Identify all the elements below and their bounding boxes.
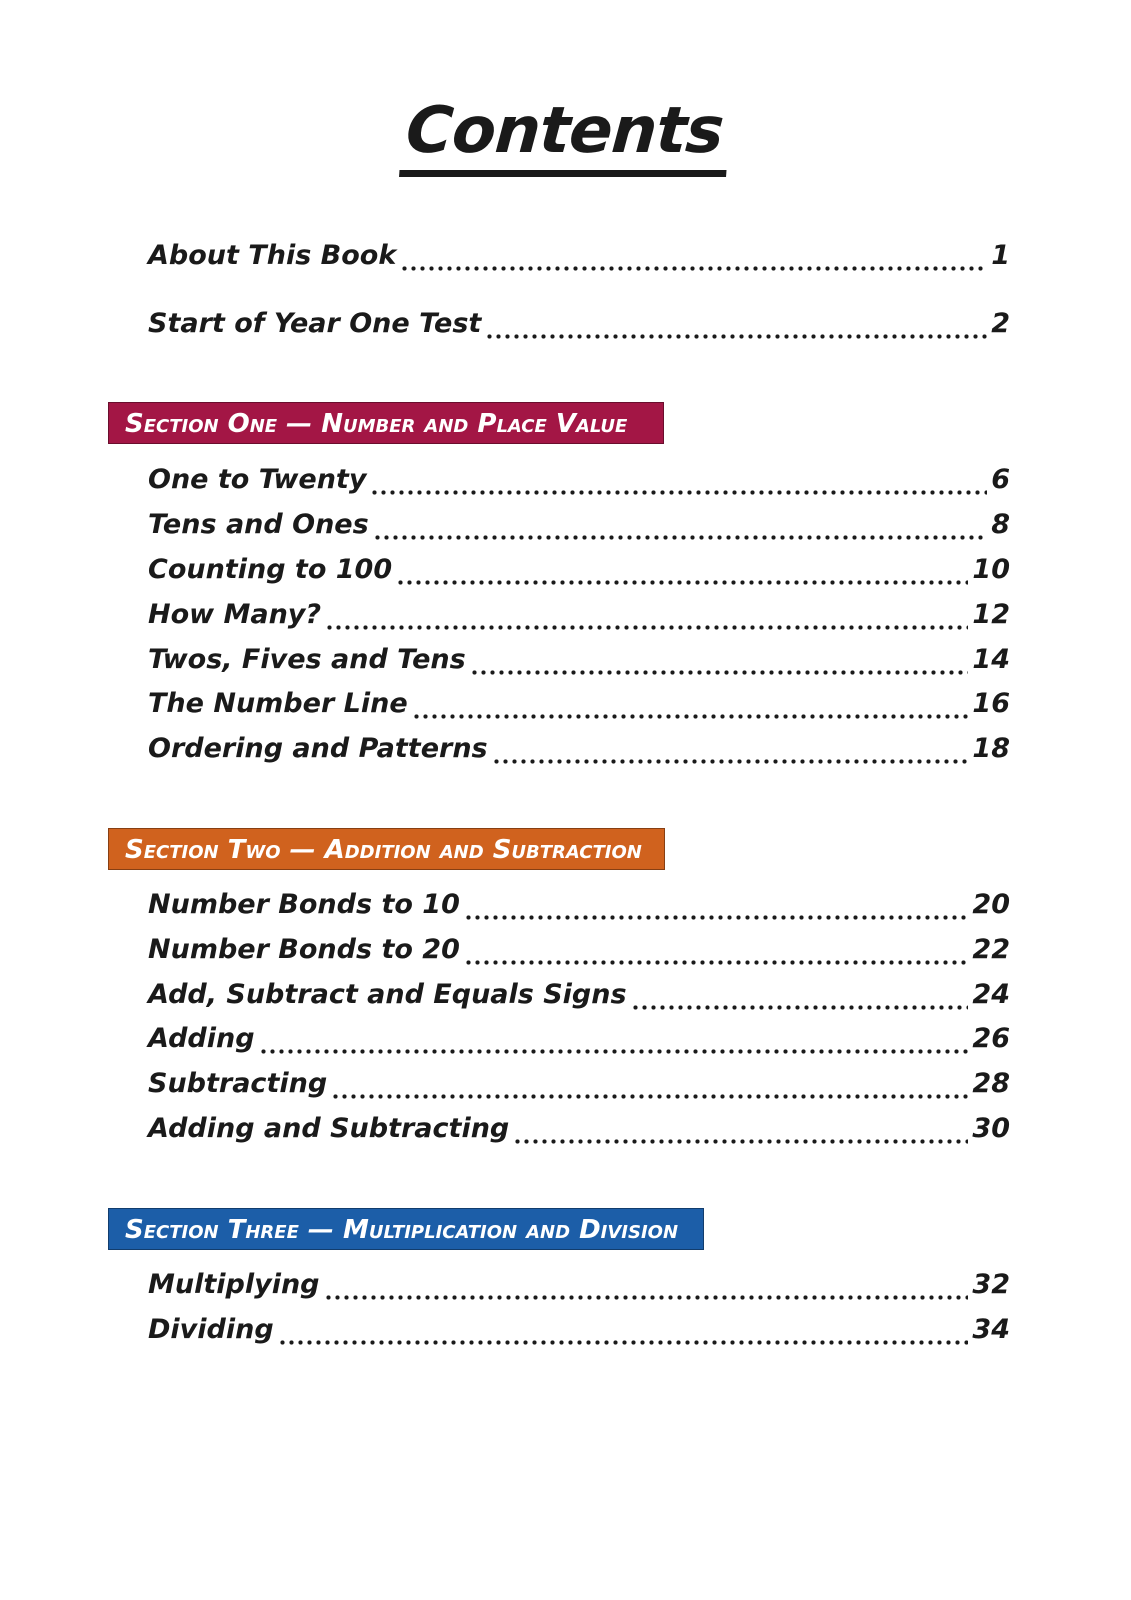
toc-entry-label: Dividing (148, 1314, 274, 1345)
page-title (0, 92, 1131, 177)
toc-entry-label: Number Bonds to 10 (148, 889, 460, 920)
toc-entry-page: 1 (991, 240, 1010, 271)
dot-leader (396, 548, 968, 592)
toc-entry-label: Tens and Ones (148, 509, 369, 540)
toc-entry-about-this-book[interactable] (148, 234, 1010, 278)
page-title-text: Contents (399, 92, 732, 177)
toc-entry-label: Ordering and Patterns (148, 733, 488, 764)
toc-entry-page: 20 (972, 889, 1010, 920)
toc-entry-label: Counting to 100 (148, 554, 393, 585)
toc-entry-the-number-line[interactable] (148, 682, 1010, 726)
toc-entry-page: 22 (972, 934, 1010, 965)
toc-entry-label: Subtracting (148, 1068, 328, 1099)
toc-entry-label: The Number Line (148, 688, 408, 719)
toc-entry-ordering-and-patterns[interactable] (148, 727, 1010, 771)
toc-entry-label: Adding (148, 1023, 255, 1054)
toc-entry-add-subtract-and-equals-signs[interactable] (148, 973, 1010, 1017)
toc-entry-multiplying[interactable] (148, 1263, 1010, 1307)
toc-entry-one-to-twenty[interactable] (148, 458, 1010, 502)
toc-entry-dividing[interactable] (148, 1308, 1010, 1352)
toc-entry-counting-to-100[interactable] (148, 548, 1010, 592)
dot-leader (331, 1062, 968, 1106)
toc-entry-label: Add, Subtract and Equals Signs (148, 979, 627, 1010)
toc-entry-page: 8 (991, 509, 1010, 540)
toc-entry-page: 14 (972, 644, 1010, 675)
dot-leader (470, 638, 969, 682)
dot-leader (464, 883, 969, 927)
toc-entry-twos-fives-and-tens[interactable] (148, 638, 1010, 682)
dot-leader (370, 458, 987, 502)
section-three-heading (108, 1208, 704, 1250)
section-three-heading-text: Section Three — Multiplication and Division (125, 1215, 679, 1245)
toc-entry-label: Multiplying (148, 1269, 320, 1300)
toc-entry-page: 16 (972, 688, 1010, 719)
section-one-heading (108, 402, 664, 444)
dot-leader (485, 302, 987, 346)
section-two-heading-text: Section Two — Addition and Subtraction (125, 835, 642, 865)
toc-entry-start-of-year-one-test[interactable] (148, 302, 1010, 346)
dot-leader (412, 682, 969, 726)
dot-leader (278, 1308, 969, 1352)
toc-entry-label: One to Twenty (148, 464, 367, 495)
toc-entry-page: 24 (972, 979, 1010, 1010)
dot-leader (324, 1263, 969, 1307)
toc-entry-number-bonds-to-20[interactable] (148, 928, 1010, 972)
toc-entry-page: 30 (972, 1113, 1010, 1144)
dot-leader (513, 1107, 968, 1151)
toc-entry-tens-and-ones[interactable] (148, 503, 1010, 547)
dot-leader (259, 1017, 969, 1061)
toc-entry-adding[interactable] (148, 1017, 1010, 1061)
dot-leader (492, 727, 969, 771)
toc-entry-label: How Many? (148, 599, 322, 630)
toc-entry-label: About This Book (148, 240, 397, 271)
toc-entry-number-bonds-to-10[interactable] (148, 883, 1010, 927)
toc-entry-label: Number Bonds to 20 (148, 934, 460, 965)
toc-entry-how-many[interactable] (148, 593, 1010, 637)
toc-entry-adding-and-subtracting[interactable] (148, 1107, 1010, 1151)
section-one-heading-text: Section One — Number and Place Value (125, 409, 628, 439)
toc-entry-page: 26 (972, 1023, 1010, 1054)
toc-entry-page: 12 (972, 599, 1010, 630)
section-two-heading (108, 828, 665, 870)
dot-leader (631, 973, 969, 1017)
toc-entry-page: 6 (991, 464, 1010, 495)
dot-leader (373, 503, 988, 547)
toc-entry-label: Start of Year One Test (148, 308, 482, 339)
toc-entry-label: Adding and Subtracting (148, 1113, 510, 1144)
toc-entry-page: 10 (972, 554, 1010, 585)
toc-entry-page: 2 (991, 308, 1010, 339)
toc-entry-page: 32 (972, 1269, 1010, 1300)
dot-leader (400, 234, 987, 278)
toc-entry-subtracting[interactable] (148, 1062, 1010, 1106)
dot-leader (464, 928, 969, 972)
dot-leader (325, 593, 968, 637)
toc-entry-page: 18 (972, 733, 1010, 764)
toc-entry-page: 28 (972, 1068, 1010, 1099)
toc-entry-page: 34 (972, 1314, 1010, 1345)
toc-entry-label: Twos, Fives and Tens (148, 644, 466, 675)
